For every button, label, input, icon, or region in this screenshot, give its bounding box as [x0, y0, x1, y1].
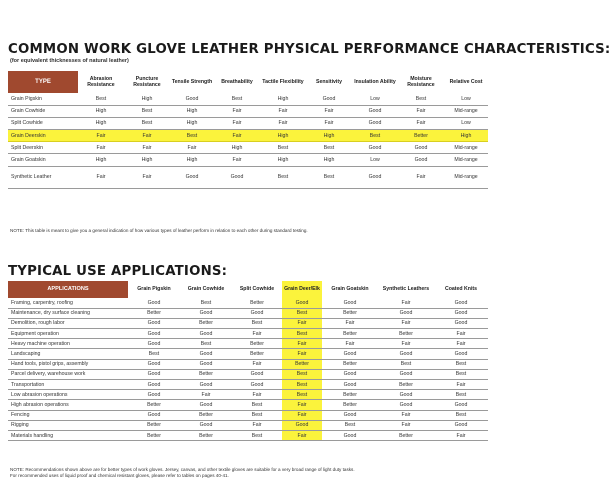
leather-type-cell: Grain Pigskin	[8, 93, 78, 105]
suitability-cell: Better	[128, 400, 180, 410]
applications-note	[10, 467, 355, 479]
suitability-cell: Good	[282, 298, 322, 308]
application-name-cell: Transportation	[8, 380, 128, 390]
performance-table	[8, 71, 488, 189]
rating-cell: Fair	[306, 117, 352, 129]
suitability-cell: Better	[282, 359, 322, 369]
performance-row	[8, 166, 488, 188]
rating-cell: Good	[352, 105, 398, 117]
suitability-cell: Good	[128, 329, 180, 339]
leather-column-header: Coated Knits	[445, 285, 477, 292]
suitability-cell: Better	[180, 430, 232, 440]
rating-cell: Fair	[78, 166, 124, 188]
suitability-cell: Fair	[378, 410, 434, 420]
suitability-cell: Fair	[232, 329, 282, 339]
leather-column-header: Grain Goatskin	[331, 285, 369, 292]
rating-cell: Best	[306, 166, 352, 188]
leather-type-cell: Grain Deerskin	[8, 130, 78, 142]
performance-column-header: Abrasion Resistance	[87, 76, 115, 88]
suitability-cell: Best	[378, 359, 434, 369]
application-row	[8, 329, 488, 339]
performance-column-header: Insulation Ability	[354, 79, 396, 85]
performance-header-row	[8, 71, 488, 93]
suitability-cell: Best	[282, 390, 322, 400]
application-row	[8, 359, 488, 369]
leather-column-header: Grain Cowhide	[187, 285, 225, 292]
suitability-cell: Better	[378, 430, 434, 440]
suitability-cell: Good	[322, 369, 378, 379]
leather-type-cell: Synthetic Leather	[8, 166, 78, 188]
suitability-cell: Good	[322, 349, 378, 359]
suitability-cell: Better	[128, 420, 180, 430]
suitability-cell: Good	[180, 420, 232, 430]
suitability-cell: Fair	[378, 318, 434, 328]
suitability-cell: Best	[232, 410, 282, 420]
type-column-header: TYPE	[8, 71, 78, 93]
suitability-cell: Better	[322, 390, 378, 400]
suitability-cell: Good	[322, 380, 378, 390]
suitability-cell: Good	[128, 318, 180, 328]
suitability-cell: Fair	[282, 400, 322, 410]
rating-cell: Good	[170, 166, 214, 188]
suitability-cell: Fair	[378, 339, 434, 349]
leather-type-cell: Grain Goatskin	[8, 154, 78, 166]
rating-cell: Best	[214, 93, 260, 105]
application-row	[8, 420, 488, 430]
application-name-cell: Hand tools, pistol grips, assembly	[8, 359, 128, 369]
rating-cell: Low	[352, 154, 398, 166]
performance-column-header: Sensitivity	[316, 79, 342, 85]
rating-cell: Fair	[398, 105, 444, 117]
rating-cell: Fair	[398, 166, 444, 188]
leather-type-cell: Split Cowhide	[8, 117, 78, 129]
suitability-cell: Fair	[434, 430, 488, 440]
suitability-cell: Good	[378, 390, 434, 400]
suitability-cell: Better	[128, 308, 180, 318]
rating-cell: Low	[352, 93, 398, 105]
performance-row	[8, 154, 488, 166]
applications-note-line1: NOTE: Recommendations shown above are for better types of work gloves. Jersey, canvas, and other textile gloves are suitable for a very broad range of light duty tasks.	[10, 467, 355, 472]
suitability-cell: Good	[128, 298, 180, 308]
suitability-cell: Good	[434, 420, 488, 430]
rating-cell: Good	[170, 93, 214, 105]
rating-cell: Best	[306, 142, 352, 154]
suitability-cell: Best	[282, 308, 322, 318]
performance-column-header: Puncture Resistance	[133, 76, 161, 88]
suitability-cell: Good	[322, 298, 378, 308]
suitability-cell: Good	[180, 308, 232, 318]
rating-cell: Mid-range	[444, 166, 488, 188]
performance-row	[8, 130, 488, 142]
rating-cell: Good	[352, 166, 398, 188]
application-row	[8, 349, 488, 359]
rating-cell: High	[306, 154, 352, 166]
application-row	[8, 298, 488, 308]
applications-table	[8, 281, 488, 441]
performance-row	[8, 142, 488, 154]
rating-cell: Fair	[78, 130, 124, 142]
rating-cell: High	[170, 105, 214, 117]
suitability-cell: Best	[232, 318, 282, 328]
rating-cell: Best	[124, 105, 170, 117]
performance-column-header: Tactile Flexibility	[262, 79, 304, 85]
performance-note: NOTE: This table is meant to give you a general indication of how various types of leather perform in relation to each other during standard testing.	[10, 228, 308, 233]
suitability-cell: Best	[434, 369, 488, 379]
rating-cell: Best	[78, 93, 124, 105]
suitability-cell: Better	[232, 349, 282, 359]
rating-cell: Fair	[260, 105, 306, 117]
rating-cell: Good	[398, 154, 444, 166]
suitability-cell: Fair	[434, 329, 488, 339]
suitability-cell: Fair	[434, 339, 488, 349]
rating-cell: Fair	[214, 117, 260, 129]
application-name-cell: Rigging	[8, 420, 128, 430]
suitability-cell: Good	[378, 369, 434, 379]
rating-cell: Fair	[260, 117, 306, 129]
suitability-cell: Good	[434, 349, 488, 359]
suitability-cell: Better	[180, 369, 232, 379]
performance-title: COMMON WORK GLOVE LEATHER PHYSICAL PERFORMANCE CHARACTERISTICS:	[8, 42, 610, 57]
suitability-cell: Best	[282, 369, 322, 379]
suitability-cell: Good	[128, 359, 180, 369]
suitability-cell: Good	[378, 308, 434, 318]
application-row	[8, 410, 488, 420]
leather-column-header: Synthetic Leathers	[382, 285, 430, 292]
suitability-cell: Best	[322, 420, 378, 430]
suitability-cell: Better	[322, 359, 378, 369]
suitability-cell: Fair	[282, 410, 322, 420]
suitability-cell: Good	[128, 369, 180, 379]
rating-cell: Fair	[124, 142, 170, 154]
application-row	[8, 380, 488, 390]
application-name-cell: Landscaping	[8, 349, 128, 359]
suitability-cell: Good	[180, 380, 232, 390]
suitability-cell: Fair	[434, 380, 488, 390]
suitability-cell: Fair	[282, 318, 322, 328]
rating-cell: Mid-range	[444, 142, 488, 154]
performance-column-header: Breathability	[221, 79, 253, 85]
applications-column-header: APPLICATIONS	[8, 281, 128, 298]
suitability-cell: Best	[180, 298, 232, 308]
suitability-cell: Best	[282, 380, 322, 390]
performance-row	[8, 93, 488, 105]
suitability-cell: Good	[434, 318, 488, 328]
rating-cell: High	[260, 154, 306, 166]
application-name-cell: Fencing	[8, 410, 128, 420]
rating-cell: High	[170, 154, 214, 166]
rating-cell: Best	[352, 130, 398, 142]
rating-cell: Best	[124, 117, 170, 129]
application-name-cell: Materials handling	[8, 430, 128, 440]
leather-column-header: Grain Deer/Elk	[282, 281, 322, 298]
suitability-cell: Good	[180, 349, 232, 359]
rating-cell: High	[124, 154, 170, 166]
performance-column-header: Moisture Resistance	[407, 76, 435, 88]
rating-cell: Low	[444, 93, 488, 105]
suitability-cell: Good	[128, 410, 180, 420]
suitability-cell: Good	[232, 369, 282, 379]
leather-type-cell: Split Deerskin	[8, 142, 78, 154]
suitability-cell: Fair	[232, 420, 282, 430]
application-name-cell: Parcel delivery, warehouse work	[8, 369, 128, 379]
suitability-cell: Best	[180, 339, 232, 349]
rating-cell: Fair	[170, 142, 214, 154]
suitability-cell: Fair	[378, 420, 434, 430]
rating-cell: Good	[306, 93, 352, 105]
suitability-cell: Better	[322, 329, 378, 339]
rating-cell: High	[78, 105, 124, 117]
application-name-cell: Maintenance, dry surface cleaning	[8, 308, 128, 318]
performance-column-header: Tensile Strength	[171, 79, 213, 85]
applications-note-line2: For recommended uses of liquid proof and chemical resistant gloves, please refer to tables on pages 40-41.	[10, 473, 229, 478]
rating-cell: High	[306, 130, 352, 142]
suitability-cell: Good	[128, 380, 180, 390]
suitability-cell: Fair	[232, 390, 282, 400]
rating-cell: Better	[398, 130, 444, 142]
performance-subtitle: (for equivalent thicknesses of natural leather)	[10, 58, 129, 64]
application-name-cell: Equipment operation	[8, 329, 128, 339]
rating-cell: High	[444, 130, 488, 142]
leather-column-header: Grain Pigskin	[137, 285, 171, 292]
rating-cell: Mid-range	[444, 105, 488, 117]
rating-cell: Fair	[214, 105, 260, 117]
suitability-cell: Best	[434, 359, 488, 369]
rating-cell: High	[78, 117, 124, 129]
suitability-cell: Good	[434, 400, 488, 410]
rating-cell: Best	[260, 166, 306, 188]
rating-cell: Fair	[78, 142, 124, 154]
suitability-cell: Good	[434, 308, 488, 318]
performance-column-header: Relative Cost	[449, 79, 483, 85]
application-name-cell: Demolition, rough labor	[8, 318, 128, 328]
rating-cell: High	[170, 117, 214, 129]
suitability-cell: Better	[180, 318, 232, 328]
rating-cell: Fair	[214, 130, 260, 142]
application-name-cell: Heavy machine operation	[8, 339, 128, 349]
application-row	[8, 369, 488, 379]
suitability-cell: Good	[232, 308, 282, 318]
rating-cell: Good	[398, 142, 444, 154]
suitability-cell: Fair	[322, 318, 378, 328]
suitability-cell: Good	[180, 359, 232, 369]
application-row	[8, 400, 488, 410]
suitability-cell: Best	[128, 349, 180, 359]
rating-cell: Fair	[124, 166, 170, 188]
suitability-cell: Fair	[282, 349, 322, 359]
rating-cell: Low	[444, 117, 488, 129]
application-row	[8, 390, 488, 400]
suitability-cell: Best	[232, 430, 282, 440]
suitability-cell: Fair	[378, 298, 434, 308]
suitability-cell: Fair	[282, 430, 322, 440]
application-row	[8, 308, 488, 318]
suitability-cell: Good	[378, 400, 434, 410]
suitability-cell: Better	[232, 298, 282, 308]
rating-cell: Fair	[398, 117, 444, 129]
application-name-cell: Low abrasion operations	[8, 390, 128, 400]
rating-cell: Best	[170, 130, 214, 142]
rating-cell: Fair	[124, 130, 170, 142]
suitability-cell: Good	[128, 390, 180, 400]
application-row	[8, 318, 488, 328]
rating-cell: Good	[214, 166, 260, 188]
rating-cell: High	[260, 93, 306, 105]
leather-column-header: Split Cowhide	[239, 285, 275, 292]
suitability-cell: Good	[232, 380, 282, 390]
suitability-cell: Fair	[322, 339, 378, 349]
suitability-cell: Best	[282, 329, 322, 339]
suitability-cell: Better	[128, 430, 180, 440]
rating-cell: Fair	[306, 105, 352, 117]
suitability-cell: Fair	[282, 339, 322, 349]
application-row	[8, 430, 488, 440]
suitability-cell: Better	[322, 308, 378, 318]
applications-header-row	[8, 281, 488, 298]
rating-cell: High	[214, 142, 260, 154]
suitability-cell: Good	[180, 329, 232, 339]
rating-cell: Best	[398, 93, 444, 105]
rating-cell: Mid-range	[444, 154, 488, 166]
suitability-cell: Fair	[232, 359, 282, 369]
suitability-cell: Best	[232, 400, 282, 410]
suitability-cell: Best	[434, 390, 488, 400]
suitability-cell: Better	[322, 400, 378, 410]
rating-cell: High	[260, 130, 306, 142]
suitability-cell: Better	[180, 410, 232, 420]
suitability-cell: Better	[378, 329, 434, 339]
suitability-cell: Good	[378, 349, 434, 359]
rating-cell: Best	[260, 142, 306, 154]
rating-cell: Good	[352, 117, 398, 129]
suitability-cell: Good	[434, 298, 488, 308]
suitability-cell: Fair	[180, 390, 232, 400]
application-row	[8, 339, 488, 349]
suitability-cell: Good	[322, 410, 378, 420]
performance-row	[8, 105, 488, 117]
rating-cell: High	[124, 93, 170, 105]
application-name-cell: High abrasion operations	[8, 400, 128, 410]
application-name-cell: Framing, carpentry, roofing	[8, 298, 128, 308]
applications-title: TYPICAL USE APPLICATIONS:	[8, 264, 228, 279]
suitability-cell: Good	[128, 339, 180, 349]
suitability-cell: Good	[282, 420, 322, 430]
rating-cell: High	[78, 154, 124, 166]
suitability-cell: Best	[434, 410, 488, 420]
rating-cell: Fair	[214, 154, 260, 166]
suitability-cell: Better	[378, 380, 434, 390]
suitability-cell: Good	[322, 430, 378, 440]
performance-row	[8, 117, 488, 129]
suitability-cell: Better	[232, 339, 282, 349]
rating-cell: Good	[352, 142, 398, 154]
suitability-cell: Good	[180, 400, 232, 410]
leather-type-cell: Grain Cowhide	[8, 105, 78, 117]
